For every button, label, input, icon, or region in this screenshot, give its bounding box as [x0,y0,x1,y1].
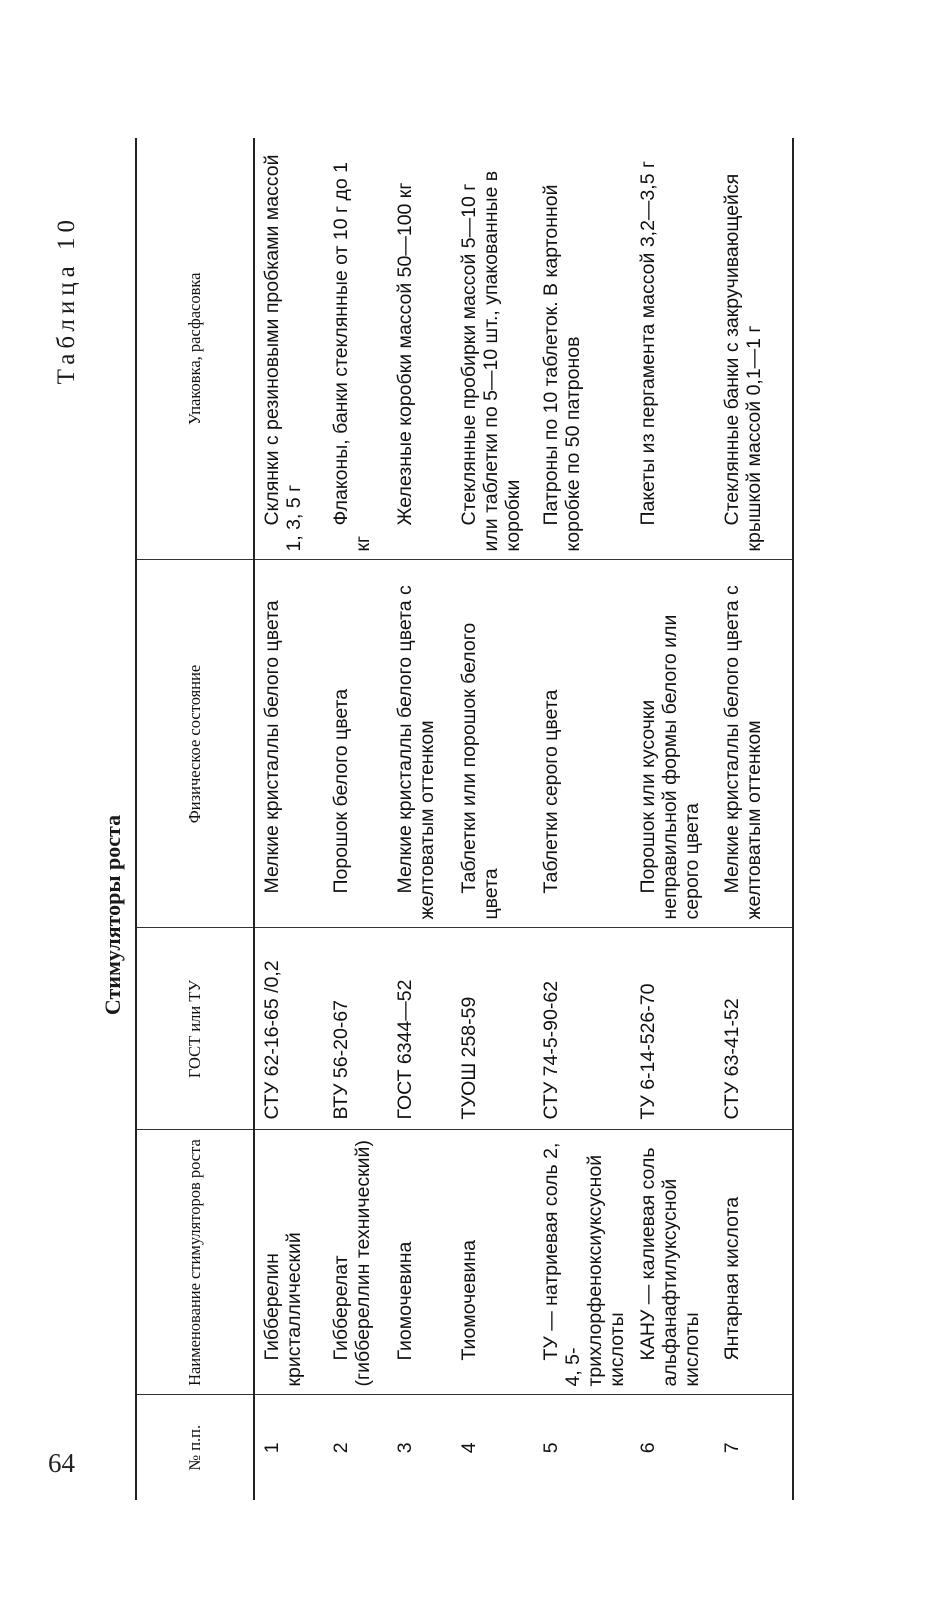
table-row [715,138,793,1500]
packaging: Стеклянные пробирки массой 5—10 г или таблетки по 5—10 шт., упакованные в коробки [452,138,534,560]
gost-code: ВТУ 56-20-67 [324,928,388,1130]
physical-state: Порошок или кусочки неправильной формы белого или серого цвета [631,560,715,928]
gost-code: СТУ 74-5-90-62 [534,928,631,1130]
stimulator-name: Гибберелин кристаллический [254,1130,324,1395]
physical-state: Мелкие кристаллы белого цвета с желтоватым оттенком [715,560,793,928]
table-row [254,138,324,1500]
column-header-physical-state: Физическое состояние [136,560,254,928]
table-row [388,138,452,1500]
physical-state: Порошок белого цвета [324,560,388,928]
packaging: Пакеты из пергамента массой 3,2—3,5 г [631,138,715,560]
growth-stimulators-table [135,138,794,1500]
stimulator-name: Гибберелат (гиббереллин технический) [324,1130,388,1395]
gost-code: ГОСТ 6344—52 [388,928,452,1130]
column-header-gost: ГОСТ или ТУ [136,928,254,1130]
rotated-table-page [0,100,840,1600]
packaging: Склянки с резиновыми пробками массой 1, 3, 5 г [254,138,324,560]
stimulator-name: Тиомочевина [452,1130,534,1395]
stimulator-name: Янтарная кислота [715,1130,793,1395]
stimulator-name: ТУ — натриевая соль 2, 4, 5-трихлорфеноксиуксусной кислоты [534,1130,631,1395]
gost-code: ТУОШ 258-59 [452,928,534,1130]
row-number: 7 [715,1395,793,1500]
gost-code: СТУ 63-41-52 [715,928,793,1130]
packaging: Флаконы, банки стеклянные от 10 г до 1 кг [324,138,388,560]
column-header-packaging: Упаковка, расфасовка [136,138,254,560]
packaging: Стеклянные банки с закручивающейся крышкой массой 0,1—1 г [715,138,793,560]
column-header-number: № п.п. [136,1395,254,1500]
table-title: Стимуляторы роста [100,814,125,1016]
table-row [452,138,534,1500]
physical-state: Таблетки серого цвета [534,560,631,928]
row-number: 2 [324,1395,388,1500]
table-row [324,138,388,1500]
table-label: Таблица 10 [53,215,80,385]
gost-code: СТУ 62-16-65 /0,2 [254,928,324,1130]
header-row [136,138,254,1500]
row-number: 6 [631,1395,715,1500]
physical-state: Мелкие кристаллы белого цвета с желтоватым оттенком [388,560,452,928]
row-number: 3 [388,1395,452,1500]
stimulator-name: КАНУ — калиевая соль альфанафтилуксусной кислоты [631,1130,715,1395]
row-number: 5 [534,1395,631,1500]
row-number: 1 [254,1395,324,1500]
table-row [631,138,715,1500]
physical-state: Таблетки или порошок белого цвета [452,560,534,928]
column-header-name: Наименование стимуляторов роста [136,1130,254,1395]
table-row [534,138,631,1500]
gost-code: ТУ 6-14-526-70 [631,928,715,1130]
packaging: Железные коробки массой 50—100 кг [388,138,452,560]
stimulator-name: Гиомочевина [388,1130,452,1395]
physical-state: Мелкие кристаллы белого цвета [254,560,324,928]
packaging: Патроны по 10 таблеток. В картонной коробке по 50 патронов [534,138,631,560]
page-number: 64 [48,1448,75,1478]
row-number: 4 [452,1395,534,1500]
